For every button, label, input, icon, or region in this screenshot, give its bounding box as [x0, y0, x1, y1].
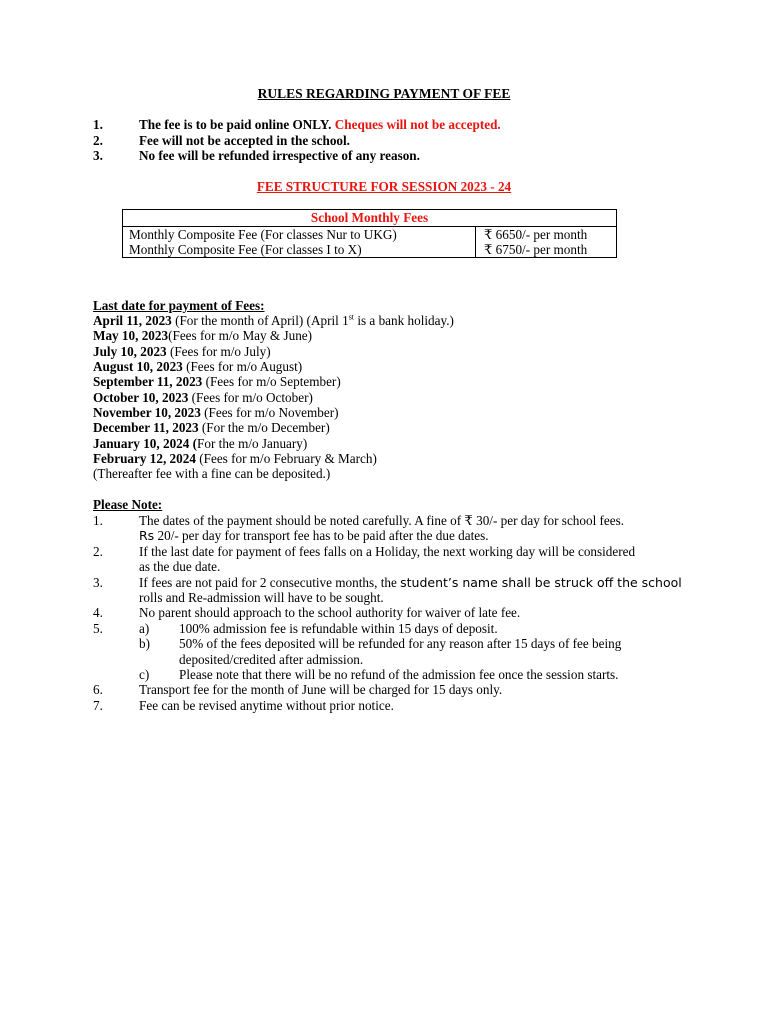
last-date-entry — [93, 451, 377, 466]
due-note: (Fees for m/o July) — [166, 344, 271, 359]
note-text: If the last date for payment of fees falls on a Holiday, the next working day will be considered — [139, 544, 636, 559]
rule-number: 3. — [93, 148, 103, 163]
rule-highlight: Cheques will not be accepted. — [334, 117, 501, 132]
last-date-entry — [93, 359, 302, 374]
due-date: August 10, 2023 — [93, 359, 183, 374]
rule-text-wrap — [139, 117, 501, 132]
due-date: November 10, 2023 — [93, 405, 201, 420]
last-date-entry — [93, 405, 339, 420]
due-date: December 11, 2023 — [93, 420, 199, 435]
last-date-entry — [93, 374, 341, 389]
due-note: (Fees for m/o August) — [182, 359, 303, 374]
note-text: Fee can be revised anytime without prior notice. — [139, 698, 394, 713]
note-text-wrap — [139, 528, 489, 543]
due-note: (Fees for m/o November) — [200, 405, 339, 420]
note-rs: Rs — [139, 528, 155, 543]
note-text-wrap — [139, 575, 682, 590]
note-number: 4. — [93, 605, 103, 620]
fee-label: Monthly Composite Fee (For classes I to X) — [129, 242, 362, 257]
note-number: 1. — [93, 513, 103, 528]
last-date-entry — [93, 313, 454, 328]
last-date-entry — [93, 328, 312, 343]
fee-structure-title: FEE STRUCTURE FOR SESSION 2023 - 24 — [256, 179, 512, 194]
rule-text: Fee will not be accepted in the school. — [139, 133, 350, 148]
note-text: The dates of the payment should be noted carefully. A fine of ₹ 30/- per day for school fees. — [139, 513, 625, 528]
fee-amount: ₹ 6750/- per month — [484, 242, 588, 257]
please-note-heading: Please Note: — [93, 497, 163, 512]
note-text: 100% admission fee is refundable within 15 days of deposit. — [179, 621, 498, 636]
fee-amounts-cell — [476, 227, 617, 258]
note-text: rolls and Re-admission will have to be sought. — [139, 590, 384, 605]
due-note: (Fees for m/o February & March) — [195, 451, 377, 466]
note-text: deposited/credited after admission. — [179, 652, 364, 667]
note-number: 3. — [93, 575, 103, 590]
sub-label: b) — [139, 636, 150, 651]
rule-text: The fee is to be paid online ONLY. — [139, 117, 332, 132]
last-date-entry — [93, 344, 271, 359]
due-note-sup: st — [348, 312, 355, 322]
due-note: (For the m/o December) — [198, 420, 330, 435]
note-number: 6. — [93, 682, 103, 697]
rule-number: 2. — [93, 133, 103, 148]
fee-amount: ₹ 6650/- per month — [484, 227, 588, 242]
due-note: (Fees for m/o September) — [202, 374, 341, 389]
fee-table-header-row — [123, 210, 617, 227]
due-date: April 11, 2023 — [93, 313, 172, 328]
note-text: Transport fee for the month of June will be charged for 15 days only. — [139, 682, 503, 697]
fee-labels-cell — [123, 227, 476, 258]
due-date: October 10, 2023 — [93, 390, 189, 405]
due-date: September 11, 2023 — [93, 374, 203, 389]
fee-table-body-row — [123, 227, 617, 258]
due-date: July 10, 2023 — [93, 344, 167, 359]
due-note: (Fees for m/o May & June) — [168, 328, 313, 343]
sub-label: a) — [139, 621, 150, 636]
note-text: No parent should approach to the school authority for waiver of late fee. — [139, 605, 521, 620]
last-date-entry — [93, 390, 313, 405]
note-text: Please note that there will be no refund of the admission fee once the session starts. — [179, 667, 619, 682]
due-note: (Fees for m/o October) — [188, 390, 313, 405]
note-number: 2. — [93, 544, 103, 559]
due-date: January 10, 2024 ( — [93, 436, 198, 451]
rule-text: No fee will be refunded irrespective of any reason. — [139, 148, 420, 163]
fee-table-header: School Monthly Fees — [123, 210, 617, 227]
note-number: 7. — [93, 698, 103, 713]
page-title: RULES REGARDING PAYMENT OF FEE — [257, 86, 511, 101]
note-text: 20/- per day for transport fee has to be paid after the due dates. — [154, 528, 489, 543]
note-text: 50% of the fees deposited will be refunded for any reason after 15 days of fee being — [179, 636, 622, 651]
due-date: May 10, 2023 — [93, 328, 169, 343]
sub-label: c) — [139, 667, 150, 682]
note-text: If fees are not paid for 2 consecutive months, the — [139, 575, 401, 590]
rule-number: 1. — [93, 117, 103, 132]
last-date-footer: (Thereafter fee with a fine can be deposited.) — [93, 466, 331, 481]
note-text: as the due date. — [139, 559, 221, 574]
last-date-heading: Last date for payment of Fees: — [93, 298, 265, 313]
note-text-sans: student’s name shall be struck off the school — [400, 575, 682, 590]
due-date: February 12, 2024 — [93, 451, 196, 466]
due-note: (For the month of April) (April 1 — [171, 313, 349, 328]
fee-label: Monthly Composite Fee (For classes Nur to UKG) — [129, 227, 397, 242]
note-number: 5. — [93, 621, 103, 636]
last-date-entry — [93, 436, 307, 451]
last-date-entry — [93, 420, 330, 435]
due-note: For the m/o January) — [197, 436, 308, 451]
fee-table — [122, 209, 617, 258]
due-note-end: is a bank holiday.) — [354, 313, 454, 328]
